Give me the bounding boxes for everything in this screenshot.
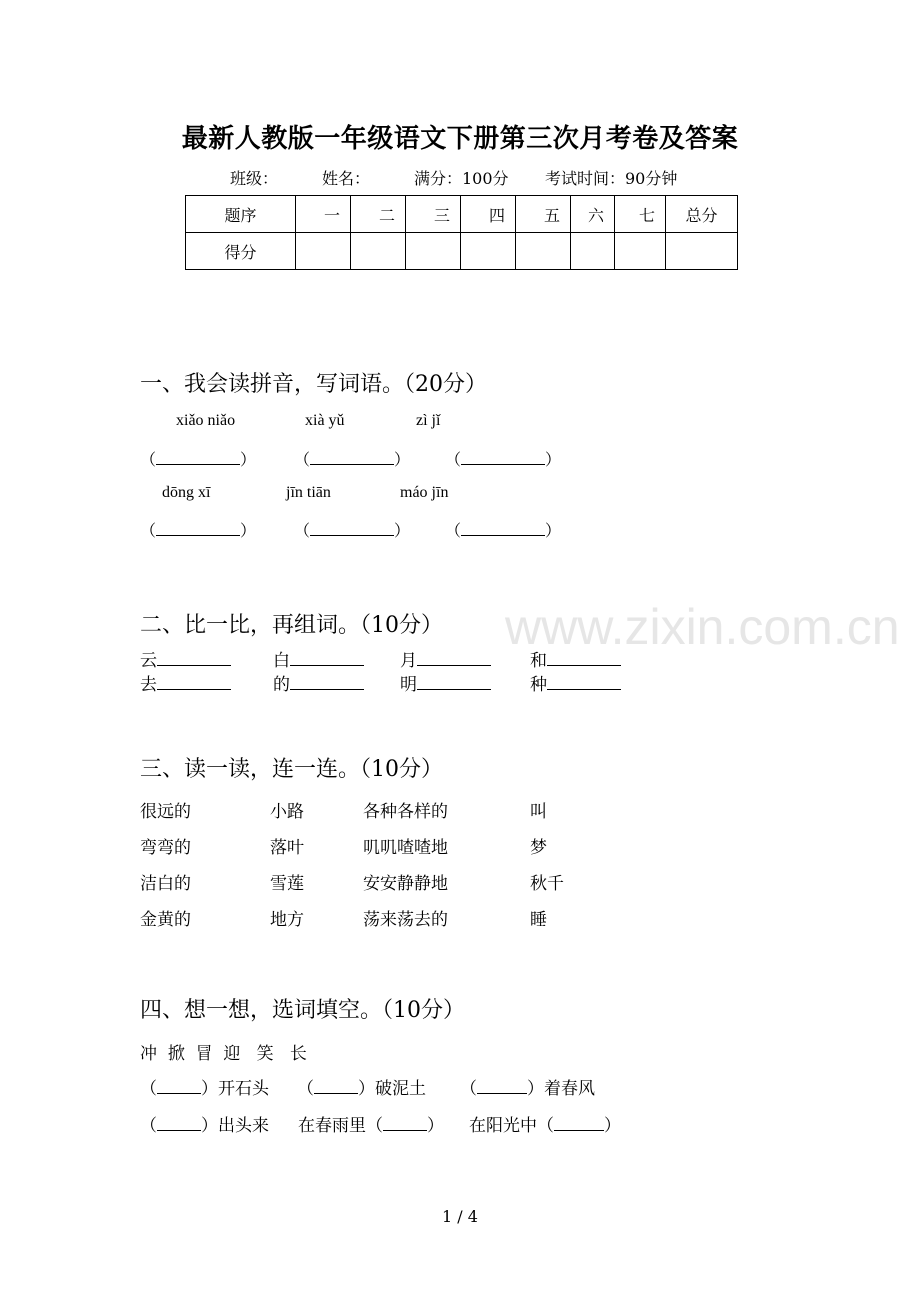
word-bank: 冲 掀 冒 迎 笑 长: [140, 1044, 307, 1064]
exam-time: 考试时间：90分钟: [545, 169, 678, 188]
answer-blank-1[interactable]: （ ）: [140, 450, 257, 469]
score-cell[interactable]: [406, 233, 461, 270]
score-cell[interactable]: [461, 233, 516, 270]
match-item[interactable]: 梦: [530, 838, 547, 858]
answer-blank-6[interactable]: （ ）: [445, 521, 562, 540]
fill-item[interactable]: 在春雨里（ ）: [298, 1116, 444, 1136]
match-item[interactable]: 叽叽喳喳地: [363, 838, 448, 858]
score-cell[interactable]: [516, 233, 571, 270]
match-item[interactable]: 小路: [270, 802, 304, 822]
answer-blank-3[interactable]: （ ）: [445, 450, 562, 469]
match-item[interactable]: 秋千: [530, 874, 564, 894]
score-header-cell: 一: [296, 196, 351, 233]
match-item[interactable]: 各种各样的: [363, 802, 448, 822]
score-header-cell: 五: [516, 196, 571, 233]
page-title: 最新人教版一年级语文下册第三次月考卷及答案: [181, 124, 739, 154]
match-item[interactable]: 金黄的: [140, 910, 191, 930]
score-header-cell: 六: [571, 196, 615, 233]
section-2-heading: 二、比一比，再组词。（10分）: [140, 613, 443, 638]
word-field[interactable]: 明: [400, 670, 491, 695]
answer-blank-2[interactable]: （ ）: [294, 450, 411, 469]
pinyin: xià yǔ: [305, 412, 345, 429]
fill-item[interactable]: （ ）开石头: [140, 1079, 269, 1099]
pinyin: máo jīn: [400, 484, 449, 501]
score-header-cell: 二: [351, 196, 406, 233]
watermark: www.zixin.com.cn: [505, 599, 900, 655]
score-header-cell: 题序: [186, 196, 296, 233]
word-field[interactable]: 和: [530, 646, 621, 671]
word-field[interactable]: 白: [273, 646, 364, 671]
pinyin: dōng xī: [162, 484, 211, 501]
score-table: [185, 195, 738, 270]
match-item[interactable]: 睡: [530, 910, 547, 930]
score-table-header-row: [186, 196, 738, 233]
word-field[interactable]: 的: [273, 670, 364, 695]
match-item[interactable]: 落叶: [270, 838, 304, 858]
word-field[interactable]: 去: [140, 670, 231, 695]
score-cell[interactable]: [666, 233, 738, 270]
match-item[interactable]: 地方: [270, 910, 304, 930]
fill-item[interactable]: （ ）出头来: [140, 1116, 269, 1136]
score-cell[interactable]: [615, 233, 666, 270]
match-item[interactable]: 安安静静地: [363, 874, 448, 894]
word-field[interactable]: 种: [530, 670, 621, 695]
match-item[interactable]: 洁白的: [140, 874, 191, 894]
class-label: 班级：: [230, 169, 279, 188]
word-field[interactable]: 月: [400, 646, 491, 671]
score-header-cell: 四: [461, 196, 516, 233]
match-item[interactable]: 很远的: [140, 802, 191, 822]
fill-item[interactable]: 在阳光中（ ）: [469, 1116, 621, 1136]
full-score: 满分：100分: [414, 169, 509, 188]
score-header-cell: 七: [615, 196, 666, 233]
name-label: 姓名：: [322, 169, 371, 188]
answer-blank-5[interactable]: （ ）: [294, 521, 411, 540]
page-number: 1 / 4: [442, 1207, 478, 1226]
score-cell[interactable]: [571, 233, 615, 270]
section-1-heading: 一、我会读拼音，写词语。（20分）: [140, 372, 487, 397]
score-cell[interactable]: [351, 233, 406, 270]
pinyin: zì jǐ: [416, 412, 441, 429]
match-item[interactable]: 叫: [530, 802, 547, 822]
score-header-cell: 总分: [666, 196, 738, 233]
fill-item[interactable]: （ ）破泥土: [297, 1079, 426, 1099]
fill-item[interactable]: （ ）着春风: [460, 1079, 595, 1099]
pinyin: jīn tiān: [286, 484, 331, 501]
pinyin: xiǎo niǎo: [176, 412, 236, 429]
match-item[interactable]: 荡来荡去的: [363, 910, 448, 930]
score-header-cell: 三: [406, 196, 461, 233]
word-field[interactable]: 云: [140, 646, 231, 671]
answer-blank-4[interactable]: （ ）: [140, 521, 257, 540]
match-item[interactable]: 弯弯的: [140, 838, 191, 858]
section-4-heading: 四、想一想，选词填空。（10分）: [140, 998, 465, 1023]
score-row-label: 得分: [186, 233, 296, 270]
score-cell[interactable]: [296, 233, 351, 270]
section-3-heading: 三、读一读，连一连。（10分）: [140, 757, 443, 782]
match-item[interactable]: 雪莲: [270, 874, 304, 894]
score-table-score-row: [186, 233, 738, 270]
